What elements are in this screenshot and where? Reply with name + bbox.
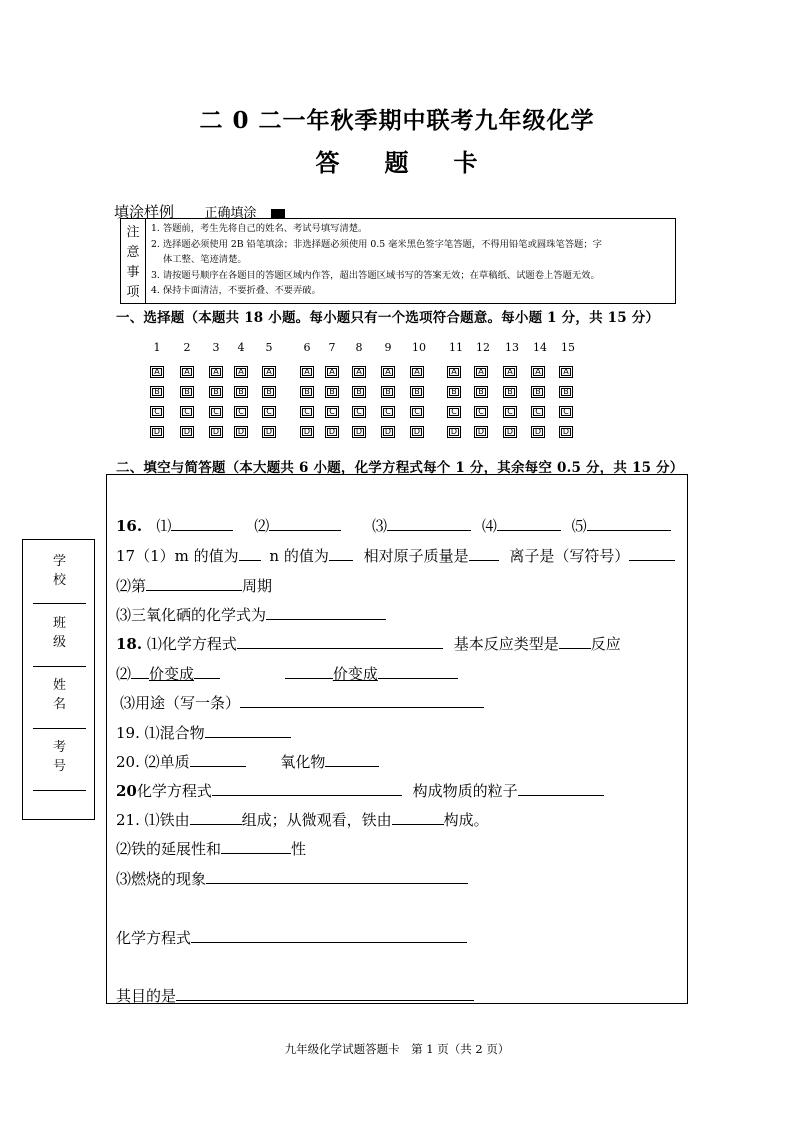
- q17-blank-m[interactable]: [239, 544, 261, 561]
- choice-bubble-7-b[interactable]: B: [325, 386, 339, 398]
- q18-2-mid-label: 价变成: [149, 664, 195, 683]
- q17-part3-label: 相对原子质量是: [363, 546, 469, 565]
- choice-bubble-8-d[interactable]: D: [352, 426, 366, 438]
- q17-3-label: ⑶三氧化硒的化学式为: [116, 605, 267, 624]
- q18-2-blank-1[interactable]: [131, 662, 149, 679]
- page-title: 二 0 二一年秋季期中联考九年级化学: [199, 107, 595, 134]
- q21-4-equation-blank[interactable]: [191, 926, 467, 943]
- notice-item: 1. 答题前，考生先将自己的姓名、考试号填写清楚。: [151, 223, 368, 234]
- q18-2-blank-3[interactable]: [285, 662, 333, 679]
- q17-part4-label: 离子是（写符号）: [509, 546, 630, 565]
- q18-part1-label: ⑴化学方程式: [146, 634, 237, 653]
- choice-bubble-5-a[interactable]: A: [262, 366, 276, 378]
- choice-bubble-10-a[interactable]: A: [410, 366, 424, 378]
- q18-2-blank-4[interactable]: [378, 662, 458, 679]
- choice-bubble-7-d[interactable]: D: [325, 426, 339, 438]
- choice-bubble-10-b[interactable]: B: [410, 386, 424, 398]
- q18-reaction-type-blank[interactable]: [559, 632, 591, 649]
- q16-blank-4[interactable]: [497, 514, 561, 531]
- notice-heading-char: 意: [126, 245, 140, 260]
- student-info-box: [22, 539, 95, 820]
- choice-bubble-1-a[interactable]: A: [150, 366, 164, 378]
- question-number: 11: [449, 341, 463, 354]
- q18-3-label: ⑶用途（写一条）: [120, 693, 241, 712]
- choice-bubble-11-b[interactable]: B: [447, 386, 461, 398]
- q16-row: [116, 514, 671, 536]
- info-class-line[interactable]: [33, 666, 86, 667]
- fill-sample-label: 填涂样例: [114, 203, 175, 221]
- q16-part1-label: ⑴: [156, 516, 172, 535]
- filled-box-icon: [271, 209, 285, 218]
- q16-part4-label: ⑷: [481, 516, 497, 535]
- q16-part3-label: ⑶: [372, 516, 388, 535]
- question-number: 8: [355, 341, 363, 354]
- notice-item-continued: 体工整、笔迹清楚。: [163, 254, 247, 265]
- notice-heading-char: 事: [126, 265, 140, 280]
- q21-composition-blank[interactable]: [190, 808, 242, 825]
- choice-bubble-2-d[interactable]: D: [180, 426, 194, 438]
- info-school-line[interactable]: [33, 603, 86, 604]
- subtitle-char: 卡: [453, 148, 479, 177]
- q21-2-suffix: 性: [291, 839, 307, 858]
- info-id-label: 考 号: [52, 740, 80, 774]
- choice-bubble-9-b[interactable]: B: [381, 386, 395, 398]
- q21-3-label: ⑶燃烧的现象: [116, 869, 207, 888]
- choice-bubble-12-a[interactable]: A: [474, 366, 488, 378]
- q17-part2-label: n 的值为: [269, 546, 329, 565]
- q17-2-suffix: 周期: [242, 576, 273, 595]
- q16-part2-label: ⑵: [254, 516, 270, 535]
- choice-bubble-7-c[interactable]: C: [325, 406, 339, 418]
- choice-bubble-4-c[interactable]: C: [234, 406, 248, 418]
- choice-bubble-14-a[interactable]: A: [531, 366, 545, 378]
- choice-bubble-10-c[interactable]: C: [410, 406, 424, 418]
- notice-box: [120, 218, 676, 304]
- question-number: 2: [183, 341, 191, 354]
- q18-2-row: [116, 662, 458, 684]
- choice-bubble-15-b[interactable]: B: [559, 386, 573, 398]
- q17-2-row: [116, 574, 272, 596]
- question-number: 15: [561, 341, 575, 354]
- notice-item: [151, 252, 669, 268]
- q17-2-blank[interactable]: [146, 574, 242, 591]
- q18-equation-blank[interactable]: [237, 632, 443, 649]
- question-number: 14: [533, 341, 547, 354]
- question-number: 6: [303, 341, 311, 354]
- choice-bubble-13-d[interactable]: D: [503, 426, 517, 438]
- choice-bubble-13-a[interactable]: A: [503, 366, 517, 378]
- choice-bubble-2-c[interactable]: C: [180, 406, 194, 418]
- q21-4-row: [116, 926, 467, 948]
- choice-bubble-6-d[interactable]: D: [300, 426, 314, 438]
- choice-bubble-5-d[interactable]: D: [262, 426, 276, 438]
- question-number: 9: [384, 341, 392, 354]
- q20-2-particle-blank[interactable]: [518, 779, 604, 796]
- q21-2-blank[interactable]: [221, 837, 291, 854]
- q18-number: 18.: [116, 634, 143, 653]
- info-school-label: 学 校: [52, 554, 80, 588]
- choice-bubble-15-d[interactable]: D: [559, 426, 573, 438]
- q18-2-blank-2[interactable]: [194, 662, 220, 679]
- info-name-label: 姓 名: [52, 678, 80, 712]
- q20-element-blank[interactable]: [190, 750, 246, 767]
- choice-bubble-4-a[interactable]: A: [234, 366, 248, 378]
- q19-row: [116, 721, 291, 743]
- question-number: 12: [476, 341, 490, 354]
- q17-blank-n[interactable]: [329, 544, 353, 561]
- choice-bubble-14-b[interactable]: B: [531, 386, 545, 398]
- q21-part2-suffix: 构成。: [443, 810, 489, 829]
- choice-bubble-14-d[interactable]: D: [531, 426, 545, 438]
- choice-bubble-5-b[interactable]: B: [262, 386, 276, 398]
- choice-bubble-3-c[interactable]: C: [209, 406, 223, 418]
- fill-sample-correct: 正确填涂: [204, 206, 257, 221]
- choice-bubble-8-c[interactable]: C: [352, 406, 366, 418]
- q21-3-phenomenon-blank[interactable]: [206, 867, 468, 884]
- choice-bubble-1-b[interactable]: B: [150, 386, 164, 398]
- q21-5-row: [116, 984, 474, 1006]
- question-number: 3: [212, 341, 220, 354]
- q21-part1-label: 21. ⑴铁由: [116, 810, 190, 829]
- q17-row: [116, 544, 675, 566]
- q21-part2-label: 组成；从微观看，铁由: [241, 810, 392, 829]
- q20-row: [116, 750, 379, 772]
- q20-2-label: 化学方程式: [136, 781, 212, 800]
- question-number: 10: [412, 341, 426, 354]
- choice-bubble-14-c[interactable]: C: [531, 406, 545, 418]
- choice-bubble-11-a[interactable]: A: [447, 366, 461, 378]
- question-number: 1: [153, 341, 161, 354]
- choice-bubble-3-a[interactable]: A: [209, 366, 223, 378]
- q18-2-label: ⑵: [116, 664, 132, 683]
- choice-bubble-15-a[interactable]: A: [559, 366, 573, 378]
- q21-4-label: 化学方程式: [116, 928, 192, 947]
- q18-part2-label: 基本反应类型是: [453, 634, 559, 653]
- section-choice-heading: 一、选择题（本题共 18 小题。每小题只有一个选项符合题意。每小题 1 分，共 15 分）: [116, 310, 660, 326]
- q21-2-row: [116, 837, 306, 859]
- choice-bubble-9-c[interactable]: C: [381, 406, 395, 418]
- q16-number: 16.: [116, 516, 143, 535]
- choice-bubble-6-c[interactable]: C: [300, 406, 314, 418]
- q16-part5-label: ⑸: [571, 516, 587, 535]
- q20-2-number: 20: [116, 781, 137, 800]
- q21-5-label: 其目的是: [116, 986, 177, 1005]
- choice-bubble-12-d[interactable]: D: [474, 426, 488, 438]
- choice-bubble-2-b[interactable]: B: [180, 386, 194, 398]
- choice-bubble-8-b[interactable]: B: [352, 386, 366, 398]
- choice-bubble-12-b[interactable]: B: [474, 386, 488, 398]
- q21-row: [116, 808, 489, 830]
- q20-2-equation-blank[interactable]: [212, 779, 402, 796]
- q19-blank[interactable]: [205, 721, 291, 738]
- choice-bubble-6-a[interactable]: A: [300, 366, 314, 378]
- q21-5-purpose-blank[interactable]: [176, 984, 474, 1001]
- notice-heading: [121, 219, 146, 303]
- choice-bubble-4-b[interactable]: B: [234, 386, 248, 398]
- choice-bubble-15-c[interactable]: C: [559, 406, 573, 418]
- question-number: 7: [328, 341, 336, 354]
- q18-3-row: [120, 691, 484, 713]
- q17-3-blank[interactable]: [266, 603, 386, 620]
- info-name-line[interactable]: [33, 728, 86, 729]
- choice-bubble-1-c[interactable]: C: [150, 406, 164, 418]
- q20-part1-label: 20. ⑵单质: [116, 752, 190, 771]
- q16-blank-1[interactable]: [171, 514, 233, 531]
- notice-item: 2. 选择题必须使用 2B 铅笔填涂；非选择题必须使用 0.5 毫米黑色签字笔答题，不得用铅笔或圆珠笔答题；字: [151, 238, 602, 250]
- q19-label: 19. ⑴混合物: [116, 723, 205, 742]
- q18-part2-suffix: 反应: [590, 634, 621, 653]
- notice-heading-char: 注: [126, 225, 140, 240]
- q17-3-row: [116, 603, 386, 625]
- choice-bubble-9-a[interactable]: A: [381, 366, 395, 378]
- choice-bubble-7-a[interactable]: A: [325, 366, 339, 378]
- q17-part1-label: 17（1）m 的值为: [116, 546, 239, 565]
- question-number: 5: [265, 341, 273, 354]
- choice-bubble-6-b[interactable]: B: [300, 386, 314, 398]
- choice-bubble-3-b[interactable]: B: [209, 386, 223, 398]
- q16-blank-5[interactable]: [587, 514, 671, 531]
- q20-2-row: [116, 779, 604, 801]
- q21-micro-blank[interactable]: [392, 808, 444, 825]
- q16-blank-3[interactable]: [387, 514, 471, 531]
- choice-bubble-10-d[interactable]: D: [410, 426, 424, 438]
- notice-item: 4. 保持卡面清洁，不要折叠、不要弄破。: [151, 285, 321, 296]
- choice-bubble-5-c[interactable]: C: [262, 406, 276, 418]
- notice-list: [151, 221, 669, 299]
- subtitle-char: 答: [315, 148, 341, 177]
- info-id-line[interactable]: [33, 790, 86, 791]
- q20-oxide-blank[interactable]: [325, 750, 379, 767]
- q16-blank-2[interactable]: [269, 514, 341, 531]
- choice-bubble-2-a[interactable]: A: [180, 366, 194, 378]
- choice-bubble-8-a[interactable]: A: [352, 366, 366, 378]
- q21-2-label: ⑵铁的延展性和: [116, 839, 222, 858]
- q17-blank-mass[interactable]: [469, 544, 499, 561]
- choice-bubble-9-d[interactable]: D: [381, 426, 395, 438]
- q20-part2-label: 氧化物: [280, 752, 326, 771]
- choice-bubble-12-c[interactable]: C: [474, 406, 488, 418]
- question-number: 4: [237, 341, 245, 354]
- page-footer: 九年级化学试题答题卡 第 1 页（共 2 页）: [284, 1042, 510, 1056]
- notice-item: 3. 请按题号顺序在各题目的答题区域内作答，超出答题区域书写的答案无效；在草稿纸、试题卷上答题无效。: [151, 269, 600, 281]
- q20-2-part2-label: 构成物质的粒子: [412, 781, 518, 800]
- q21-3-row: [116, 867, 468, 889]
- q18-3-blank[interactable]: [240, 691, 484, 708]
- page-subtitle: [0, 143, 794, 178]
- info-class-label: 班 级: [52, 616, 80, 650]
- q18-2-end-label: 价变成: [332, 664, 378, 683]
- choice-bubble-11-d[interactable]: D: [447, 426, 461, 438]
- choice-bubble-3-d[interactable]: D: [209, 426, 223, 438]
- q17-blank-ion[interactable]: [629, 544, 675, 561]
- choice-bubble-11-c[interactable]: C: [447, 406, 461, 418]
- q17-2-label: ⑵第: [116, 576, 147, 595]
- choice-bubble-1-d[interactable]: D: [150, 426, 164, 438]
- question-number: 13: [505, 341, 519, 354]
- section-fill-heading: 二、填空与简答题（本大题共 6 小题，化学方程式每个 1 分，其余每空 0.5 分，共 15 分）: [116, 460, 684, 476]
- choice-bubble-13-c[interactable]: C: [503, 406, 517, 418]
- subtitle-char: 题: [384, 148, 410, 177]
- notice-heading-char: 项: [126, 285, 140, 300]
- choice-bubble-13-b[interactable]: B: [503, 386, 517, 398]
- choice-bubble-4-d[interactable]: D: [234, 426, 248, 438]
- q18-row: [116, 632, 621, 654]
